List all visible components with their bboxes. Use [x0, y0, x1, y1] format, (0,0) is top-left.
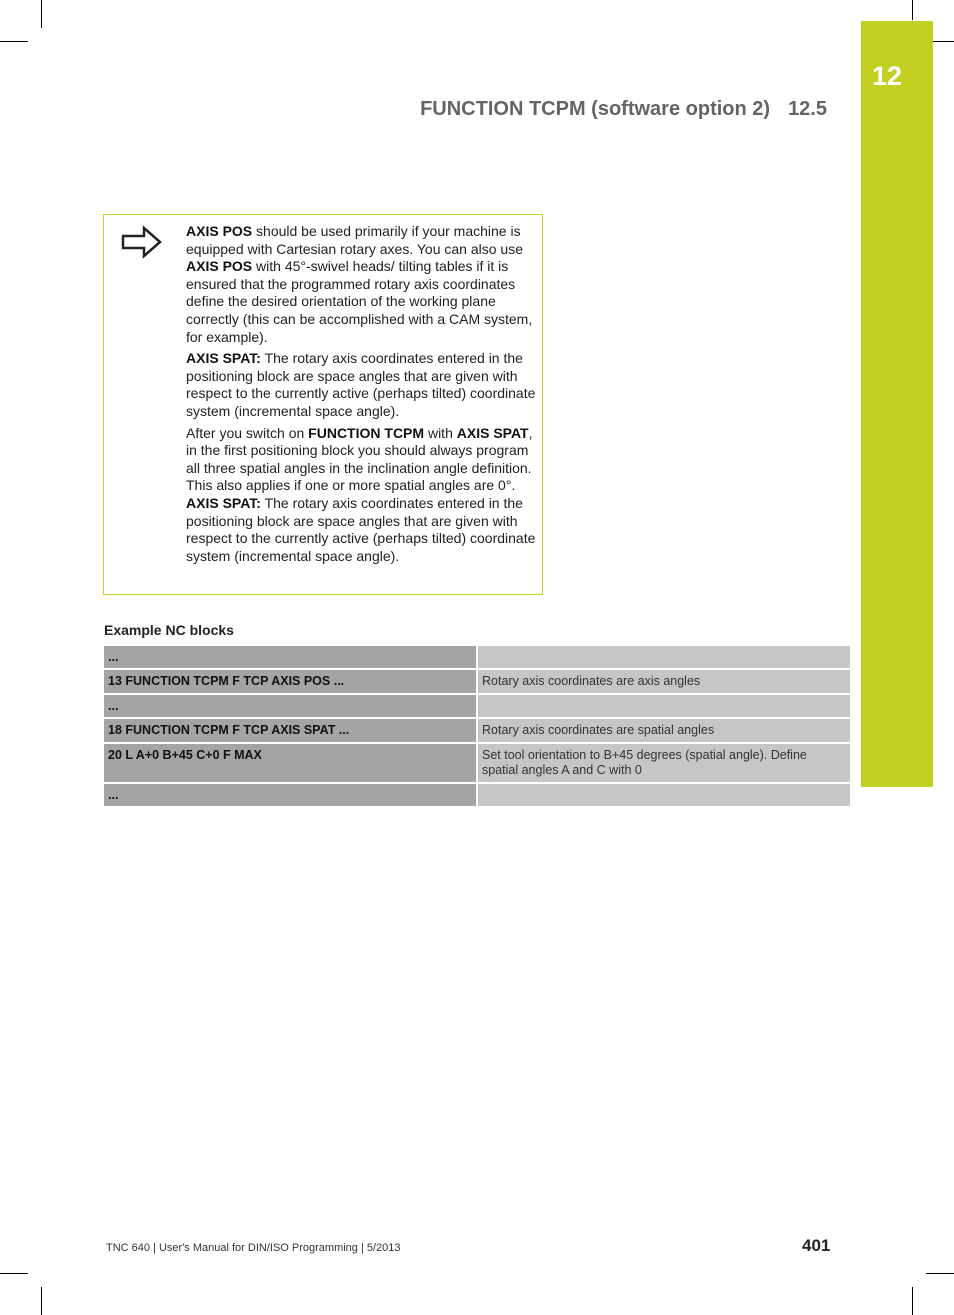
crop-mark	[0, 1273, 28, 1274]
nc-code-cell: ...	[104, 784, 476, 806]
text-run: with	[424, 424, 457, 441]
table-row	[104, 695, 850, 717]
text-run: The rotary axis coordinates entered in the positioning block are space angles that are given with respect to the currently active (perhaps tilted) coordinate system (incremental space angle).	[186, 494, 536, 564]
header-section: 12.5	[788, 98, 827, 120]
table-row	[104, 719, 850, 742]
bold-keyword: AXIS SPAT	[456, 424, 529, 441]
note-paragraph	[186, 425, 536, 566]
note-box	[103, 214, 543, 595]
description-cell	[478, 784, 850, 806]
crop-mark	[912, 0, 913, 20]
nc-code-cell: ...	[104, 695, 476, 717]
bold-keyword: AXIS POS	[186, 223, 253, 239]
bold-keyword: AXIS SPAT:	[186, 494, 261, 511]
nc-code-cell: 20 L A+0 B+45 C+0 F MAX	[104, 744, 476, 782]
arrow-right-icon	[120, 223, 164, 261]
page-number: 401	[802, 1236, 831, 1255]
nc-blocks-table	[104, 646, 850, 808]
crop-mark	[41, 1287, 42, 1315]
text-run: should be used primarily if your machine is equipped with Cartesian rotary axes. You can also use	[186, 223, 523, 257]
footer-text: TNC 640 | User's Manual for DIN/ISO Programming | 5/2013	[106, 1242, 401, 1254]
chapter-tab	[861, 21, 933, 787]
text-run: The rotary axis coordinates entered in the positioning block are space angles that are given with respect to the currently active (perhaps tilted) coordinate system (incremental space angle).	[186, 350, 536, 419]
crop-mark	[41, 0, 42, 28]
crop-mark	[912, 1287, 913, 1315]
nc-code-cell: 18 FUNCTION TCPM F TCP AXIS SPAT ...	[104, 719, 476, 742]
note-paragraph	[186, 350, 536, 420]
table-row	[104, 646, 850, 668]
text-run: , in the first positioning block you should always program all three spatial angles in the inclination angle definition. This also applies if one or more spatial angles are 0°.	[186, 424, 533, 494]
running-header	[420, 98, 827, 121]
crop-mark	[0, 41, 28, 42]
description-cell	[478, 646, 850, 668]
description-cell	[478, 695, 850, 717]
note-paragraph	[186, 223, 536, 346]
header-title: FUNCTION TCPM (software option 2)	[420, 98, 771, 120]
table-row	[104, 670, 850, 693]
example-title: Example NC blocks	[104, 622, 234, 638]
bold-keyword: FUNCTION TCPM	[308, 424, 425, 441]
nc-code-cell: ...	[104, 646, 476, 668]
description-cell: Set tool orientation to B+45 degrees (spatial angle). Define spatial angles A and C with 0	[478, 744, 850, 782]
chapter-number: 12	[871, 61, 903, 91]
table-row	[104, 784, 850, 806]
description-cell: Rotary axis coordinates are axis angles	[478, 670, 850, 693]
text-run: After you switch on	[186, 424, 309, 441]
nc-code-cell: 13 FUNCTION TCPM F TCP AXIS POS ...	[104, 670, 476, 693]
crop-mark	[926, 1273, 954, 1274]
description-cell: Rotary axis coordinates are spatial angles	[478, 719, 850, 742]
bold-keyword: AXIS SPAT:	[186, 350, 261, 367]
bold-keyword: AXIS POS	[186, 258, 253, 275]
note-text	[186, 223, 536, 569]
text-run: with 45°-swivel heads/ tilting tables if it is ensured that the programmed rotary axis coordinates define the desired orientation of the working plane correctly (this can be accomplished with a CAM system, for example).	[186, 258, 533, 345]
table-row	[104, 744, 850, 782]
